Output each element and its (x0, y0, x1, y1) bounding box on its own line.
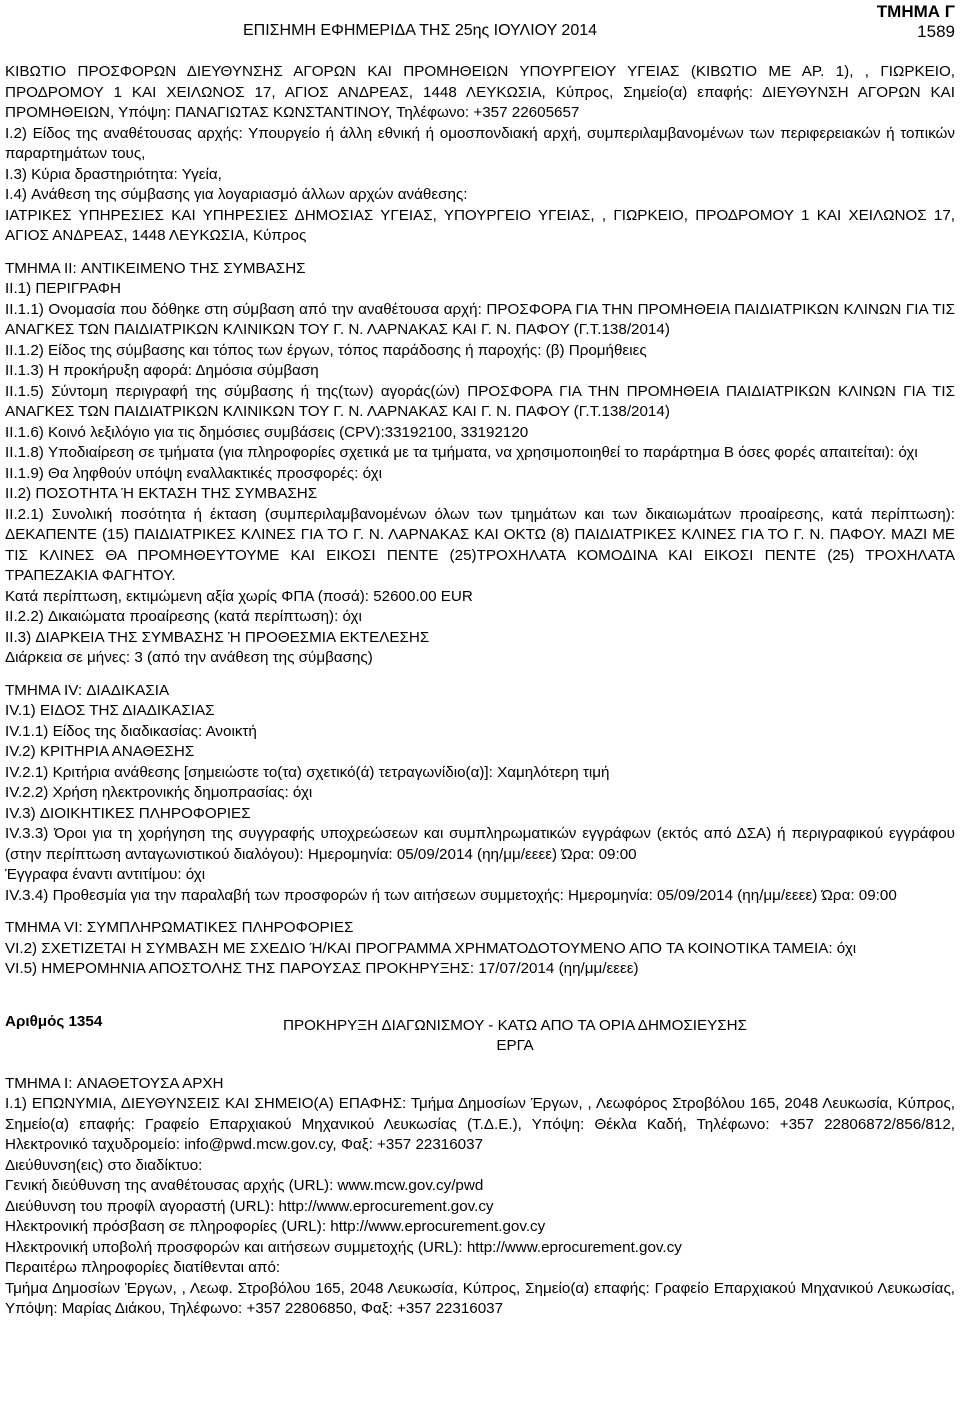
section-i-heading: ΤΜΗΜΑ I: ΑΝΑΘΕΤΟΥΣΑ ΑΡΧΗ (5, 1074, 224, 1092)
options-info: II.2.2) Δικαιώματα προαίρεσης (κατά περίπτωση): όχι (5, 608, 362, 625)
eauction-info: IV.2.2) Χρήση ηλεκτρονικής δημοπρασίας: όχι (5, 784, 313, 801)
notice-title-line2: ΕΡΓΑ (496, 1037, 534, 1054)
notice-involves: II.1.3) Η προκήρυξη αφορά: Δημόσια σύμβαση (5, 362, 319, 379)
submission-deadline: IV.3.4) Προθεσμία για την παραλαβή των προσφορών ή των αιτήσεων συμμετοχής: Ημερομηνία: 05/09/2014 (ηη/μμ/εεεε) Ώρα: 09:00 (5, 886, 897, 904)
procedure-type: IV.1.1) Είδος της διαδικασίας: Ανοικτή (5, 722, 257, 740)
short-description: II.1.5) Σύντομη περιγραφή της σύμβασης ή της(των) αγοράς(ών) ΠΡΟΣΦΟΡΑ ΓΙΑ ΤΗΝ ΠΡΟΜΗΘΕΙΑ ΠΑΙΔΙΑΤΡΙΚΩΝ ΚΛΙΝΩΝ ΓΙΑ ΤΙΣ ΑΝΑΓΚΕΣ ΤΩΝ ΠΑΙΔΙΑΤΡΙΚΩΝ ΚΛΙΝΙΚΩΝ ΤΟΥ Γ. Ν. ΛΑΡΝΑΚΑΣ ΚΑΙ Γ. Ν. ΠΑΦΟΥ (Γ.Τ.138/2014) (5, 382, 955, 420)
buyer-profile-url: Διεύθυνση του προφίλ αγοραστή (URL): http://www.eprocurement.gov.cy (5, 1197, 494, 1215)
notice-title-line1: ΠΡΟΚΗΡΥΞΗ ΔΙΑΓΩΝΙΣΜΟΥ - ΚΑΤΩ ΑΠΟ ΤΑ ΟΡΙΑ ΔΗΜΟΣΙΕΥΣΗΣ (282, 1016, 747, 1034)
page-number: 1589 (917, 22, 955, 41)
section-vi-heading: ΤΜΗΜΑ VI: ΣΥΜΠΛΗΡΩΜΑΤΙΚΕΣ ΠΛΗΡΟΦΟΡΙΕΣ (5, 919, 354, 936)
payable-documents: Έγγραφα έναντι αντιτίμου: όχι (5, 866, 206, 883)
section-iv-heading: ΤΜΗΜΑ IV: ΔΙΑΔΙΚΑΣΙΑ (5, 681, 170, 699)
award-criteria-heading: IV.2) ΚΡΙΤΗΡΙΑ ΑΝΑΘΕΣΗΣ (5, 743, 195, 760)
section-label: ΤΜΗΜΑ Γ (876, 2, 955, 21)
eu-funds-info: VI.2) ΣΧΕΤΙΖΕΤΑΙ Η ΣΥΜΒΑΣΗ ΜΕ ΣΧΕΔΙΟ Ή/ΚΑΙ ΠΡΟΓΡΑΜΜΑ ΧΡΗΜΑΤΟΔΟΤΟΥΜΕΝΟ ΑΠΟ ΤΑ ΚΟΙΝΟΤΙΚΑ ΤΑΜΕΙΑ: όχι (5, 939, 857, 957)
internet-addresses-heading: Διεύθυνση(εις) στο διαδίκτυο: (5, 1156, 203, 1174)
award-criteria: IV.2.1) Κριτήρια ανάθεσης [σημειώστε το(τα) σχετικό(ά) τετραγωνίδιο(α)]: Χαμηλότερη τιμή (5, 763, 610, 781)
section-ii-heading: ΤΜΗΜΑ II: ΑΝΤΙΚΕΙΜΕΝΟ ΤΗΣ ΣΥΜΒΑΣΗΣ (5, 259, 306, 277)
estimated-value: Κατά περίπτωση, εκτιμώμενη αξία χωρίς ΦΠΑ (ποσά): 52600.00 EUR (5, 587, 473, 605)
notice-header (5, 1010, 955, 1074)
gazette-page (5, 0, 955, 1320)
notice-body (5, 62, 955, 1320)
description-heading: II.1) ΠΕΡΙΓΡΑΦΗ (5, 280, 121, 297)
procedure-type-heading: IV.1) ΕΙΔΟΣ ΤΗΣ ΔΙΑΔΙΚΑΣΙΑΣ (5, 702, 215, 719)
page-header (5, 0, 955, 62)
notice-number: Αριθμός 1354 (5, 1012, 103, 1030)
contact-address: ΚΙΒΩΤΙΟ ΠΡΟΣΦΟΡΩΝ ΔΙΕΥΘΥΝΣΗΣ ΑΓΟΡΩΝ ΚΑΙ ΠΡΟΜΗΘΕΙΩΝ ΥΠΟΥΡΓΕΙΟΥ ΥΓΕΙΑΣ (ΚΙΒΩΤΙΟ ΜΕ ΑΡ. 1), , ΓΙΩΡΚΕΙΟ, ΠΡΟΔΡΟΜΟΥ 1 ΚΑΙ ΧΕΙΛΩΝΟΣ 17, ΑΓΙΟΣ ΑΝΔΡΕΑΣ, 1448 ΛΕΥΚΩΣΙΑ, Κύπρος, Σημείο(α) επαφής: ΔΙΕΥΘΥΝΣΗ ΑΓΟΡΩΝ ΚΑΙ ΠΡΟΜΗΘΕΙΩΝ, Υπόψη: ΠΑΝΑΓΙΩΤΑΣ ΚΩΝΣΤΑΝΤΙΝΟΥ, Τηλέφωνο: +357 22605657 (5, 63, 955, 121)
main-activity: I.3) Κύρια δραστηριότητα: Υγεία, (5, 165, 222, 183)
dispatch-date: VI.5) ΗΜΕΡΟΜΗΝΙΑ ΑΠΟΣΤΟΛΗΣ ΤΗΣ ΠΑΡΟΥΣΑΣ ΠΡΟΚΗΡΥΞΗΣ: 17/07/2014 (ηη/μμ/εεεε) (5, 960, 639, 977)
quantity-heading: II.2) ΠΟΣΟΤΗΤΑ Ή ΕΚΤΑΣΗ ΤΗΣ ΣΥΜΒΑΣΗΣ (5, 485, 318, 502)
section-page-block (877, 2, 955, 42)
documents-conditions: IV.3.3) Όροι για τη χορήγηση της συγγραφής υποχρεώσεων και συμπληρωματικών εγγράφων (εκτός από ΔΣΑ) ή περιγραφικού εγγράφου (στην περίπτωση ανταγωνιστικού διαλόγου): Ημερομηνία: 05/09/2014 (ηη/μμ/εεεε) Ώρα: 09:00 (5, 825, 955, 863)
total-quantity: II.2.1) Συνολική ποσότητα ή έκταση (συμπεριλαμβανομένων όλων των τμημάτων και των δικαιωμάτων προαίρεσης, κατά περίπτωση): ΔΕΚΑΠΕΝΤΕ (15) ΠΑΙΔΙΑΤΡΙΚΕΣ ΚΛΙΝΕΣ ΓΙΑ ΤΟ Γ. Ν. ΛΑΡΝΑΚΑΣ ΚΑΙ ΟΚΤΩ (8) ΠΑΙΔΙΑΤΡΙΚΕΣ ΚΛΙΝΕΣ ΓΙΑ ΤΟ Γ. Ν. ΠΑΦΟΥ. ΜΑΖΙ ΜΕ ΤΙΣ ΚΛΙΝΕΣ ΘΑ ΠΡΟΜΗΘΕΥΤΟΥΜΕ ΚΑΙ ΕΙΚΟΣΙ ΠΕΝΤΕ (25)ΤΡΟΧΗΛΑΤΑ ΚΟΜΟΔΙΝΑ ΚΑΙ ΕΙΚΟΣΙ ΠΕΝΤΕ (25) ΤΡΟΧΗΛΑΤΑ ΤΡΑΠΕΖΑΚΙΑ ΦΑΓΗΤΟΥ. (5, 505, 955, 584)
variants-info: II.1.9) Θα ληφθούν υπόψη εναλλακτικές προσφορές: όχι (5, 464, 383, 482)
admin-info-heading: IV.3) ΔΙΟΙΚΗΤΙΚΕΣ ΠΛΗΡΟΦΟΡΙΕΣ (5, 804, 251, 822)
further-info-contact: Τμήμα Δημοσίων Έργων, , Λεωφ. Στροβόλου 165, 2048 Λευκωσία, Κύπρος, Σημείο(α) επαφής: Γραφείο Επαρχιακού Μηχανικού Λευκωσίας, Υπόψη: Μαρίας Διάκου, Τηλέφωνο: +357 22806850, Φαξ: +357 22316037 (5, 1279, 955, 1317)
further-info-heading: Περαιτέρω πληροφορίες διατίθενται από: (5, 1259, 281, 1276)
cpv-codes: II.1.6) Κοινό λεξιλόγιο για τις δημόσιες συμβάσεις (CPV):33192100, 33192120 (5, 423, 529, 441)
duration-heading: II.3) ΔΙΑΡΚΕΙΑ ΤΗΣ ΣΥΜΒΑΣΗΣ Ή ΠΡΟΘΕΣΜΙΑ ΕΚΤΕΛΕΣΗΣ (5, 628, 430, 646)
contract-type: II.1.2) Είδος της σύμβασης και τόπος των έργων, τόπος παράδοσης ή παροχής: (β) Προμήθειες (5, 341, 647, 359)
behalf-heading: I.4) Ανάθεση της σύμβασης για λογαριασμό άλλων αρχών ανάθεσης: (5, 186, 468, 203)
lots-info: II.1.8) Υποδιαίρεση σε τμήματα (για πληροφορίες σχετικά με τα τμήματα, να χρησιμοποιηθεί το παράρτημα Β όσες φορές απαιτείται): όχι (5, 444, 918, 461)
gazette-title: ΕΠΙΣΗΜΗ ΕΦΗΜΕΡΙΔΑ ΤΗΣ 25ης ΙΟΥΛΙΟΥ 2014 (242, 22, 598, 39)
authority-type: I.2) Είδος της αναθέτουσας αρχής: Υπουργείο ή άλλη εθνική ή ομοσπονδιακή αρχή, συμπεριλαμβανομένων των περιφερειακών ή τοπικών παραρτημάτων τους, (5, 124, 955, 162)
general-address-url: Γενική διεύθυνση της αναθέτουσας αρχής (URL): www.mcw.gov.cy/pwd (5, 1177, 484, 1194)
notice-title (5, 1016, 955, 1057)
electronic-submission-url: Ηλεκτρονική υποβολή προσφορών και αιτήσεων συμμετοχής (URL): http://www.eprocurement.gov.cy (5, 1238, 682, 1256)
electronic-access-url: Ηλεκτρονική πρόσβαση σε πληροφορίες (URL): http://www.eprocurement.gov.cy (5, 1218, 546, 1235)
duration-months: Διάρκεια σε μήνες: 3 (από την ανάθεση της σύμβασης) (5, 649, 373, 666)
contract-title: II.1.1) Ονομασία που δόθηκε στη σύμβαση από την αναθέτουσα αρχή: ΠΡΟΣΦΟΡΑ ΓΙΑ ΤΗΝ ΠΡΟΜΗΘΕΙΑ ΠΑΙΔΙΑΤΡΙΚΩΝ ΚΛΙΝΩΝ ΓΙΑ ΤΙΣ ΑΝΑΓΚΕΣ ΤΩΝ ΠΑΙΔΙΑΤΡΙΚΩΝ ΚΛΙΝΙΚΩΝ ΤΟΥ Γ. Ν. ΛΑΡΝΑΚΑΣ ΚΑΙ Γ. Ν. ΠΑΦΟΥ (Γ.Τ.138/2014) (5, 300, 955, 338)
behalf-text: ΙΑΤΡΙΚΕΣ ΥΠΗΡΕΣΙΕΣ ΚΑΙ ΥΠΗΡΕΣΙΕΣ ΔΗΜΟΣΙΑΣ ΥΓΕΙΑΣ, ΥΠΟΥΡΓΕΙΟ ΥΓΕΙΑΣ, , ΓΙΩΡΚΕΙΟ, ΠΡΟΔΡΟΜΟΥ 1 ΚΑΙ ΧΕΙΛΩΝΟΣ 17, ΑΓΙΟΣ ΑΝΔΡΕΑΣ, 1448 ΛΕΥΚΩΣΙΑ, Κύπρος (5, 206, 955, 244)
authority-contact: I.1) ΕΠΩΝΥΜΙΑ, ΔΙΕΥΘΥΝΣΕΙΣ ΚΑΙ ΣΗΜΕΙΟ(Α) ΕΠΑΦΗΣ: Τμήμα Δημοσίων Έργων, , Λεωφόρος Στροβόλου 165, 2048 Λευκωσία, Κύπρος, Σημείο(α) επαφής: Γραφείο Επαρχιακού Μηχανικού Λευκωσίας (Τ.Δ.Ε.), Υπόψη: Θέκλα Καδή, Τηλέφωνο: +357 22806872/856/812, Ηλεκτρονικό ταχυδρομείο: info@pwd.mcw.gov.cy, Φαξ: +357 22316037 (5, 1095, 955, 1153)
